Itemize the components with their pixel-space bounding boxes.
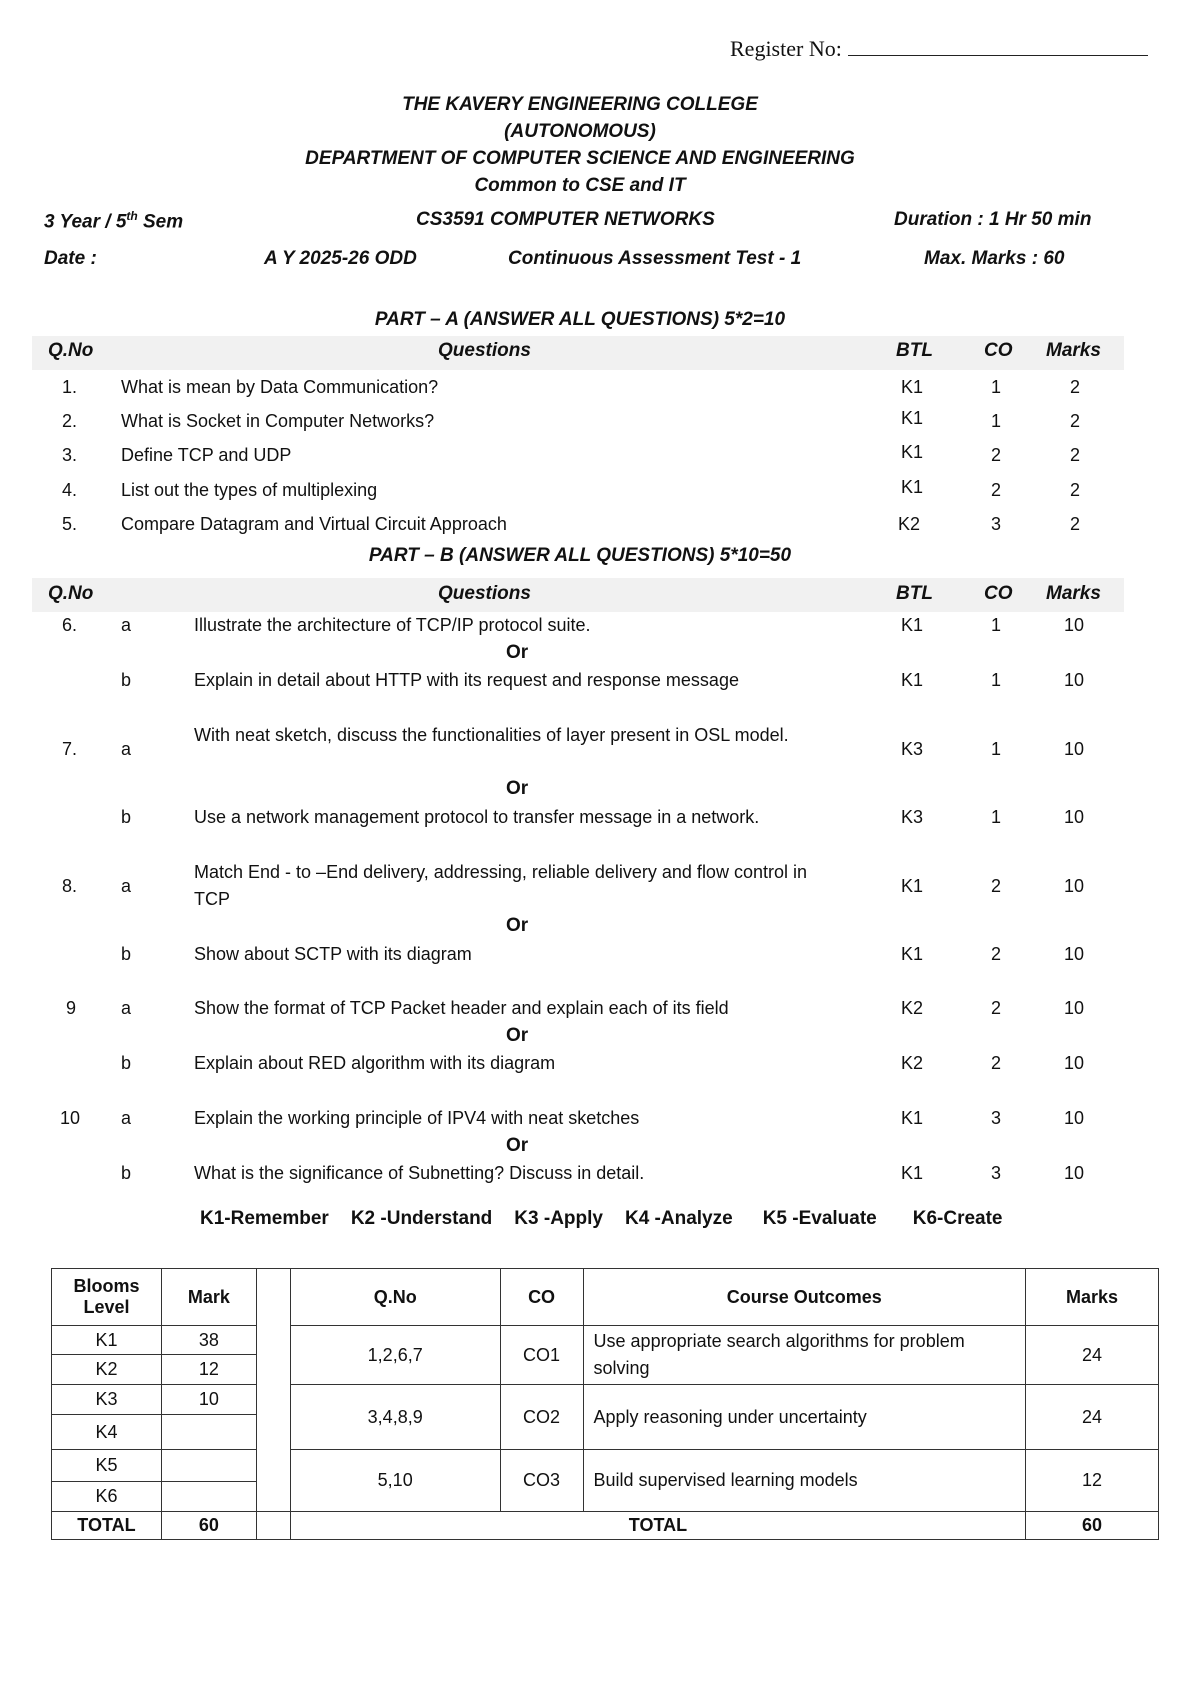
question-text: List out the types of multiplexing xyxy=(121,480,378,500)
blooms-mark xyxy=(161,1450,256,1482)
btl: K1 xyxy=(901,615,924,635)
or-separator: Or xyxy=(506,915,529,936)
co: 1 xyxy=(991,739,1002,759)
qno: 4. xyxy=(62,480,78,500)
part-a-header-marks: Marks xyxy=(1046,340,1101,361)
legend-item: K3 -Apply xyxy=(514,1208,603,1229)
question-text: Explain about RED algorithm with its diagram xyxy=(194,1053,556,1073)
legend-item: K2 -Understand xyxy=(350,1208,493,1229)
common-to: Common to CSE and IT xyxy=(474,175,686,196)
department-name: DEPARTMENT OF COMPUTER SCIENCE AND ENGINEERING xyxy=(305,148,855,169)
co: 2 xyxy=(991,876,1002,896)
or-separator: Or xyxy=(506,778,529,799)
blooms-mark: 12 xyxy=(161,1355,256,1385)
qno: 9 xyxy=(66,998,77,1018)
outcome-marks: 12 xyxy=(1026,1450,1159,1512)
outcome-co: CO2 xyxy=(500,1385,583,1450)
btl: K1 xyxy=(901,1163,924,1183)
btl: K1 xyxy=(901,876,924,896)
marks: 10 xyxy=(1064,807,1085,827)
question-text: Show about SCTP with its diagram xyxy=(194,944,472,964)
table-row xyxy=(52,1450,1159,1482)
question-text: Define TCP and UDP xyxy=(121,445,292,465)
blooms-total-label: TOTAL xyxy=(52,1512,162,1540)
co: 3 xyxy=(991,514,1002,534)
date-label: Date : xyxy=(44,248,97,269)
blooms-total: 60 xyxy=(161,1512,256,1540)
btl: K1 xyxy=(901,944,924,964)
marks: 10 xyxy=(1064,739,1085,759)
co: 3 xyxy=(991,1108,1002,1128)
qno-header: Q.No xyxy=(290,1269,500,1326)
part-a-header-qno: Q.No xyxy=(48,340,94,361)
blooms-level: K5 xyxy=(52,1450,162,1482)
part-b-title: PART – B (ANSWER ALL QUESTIONS) 5*10=50 xyxy=(368,545,792,566)
marks: 2 xyxy=(1070,411,1081,431)
qno: 10 xyxy=(60,1108,81,1128)
question-text: What is mean by Data Communication? xyxy=(121,377,439,397)
qno: 2. xyxy=(62,411,78,431)
question-text: What is the significance of Subnetting? Discuss in detail. xyxy=(194,1163,645,1183)
co: 2 xyxy=(991,998,1002,1018)
option-label: a xyxy=(121,1108,132,1128)
blooms-mark: 10 xyxy=(161,1385,256,1415)
outcome-qnos: 1,2,6,7 xyxy=(290,1326,500,1385)
option-label: b xyxy=(121,1053,132,1073)
btl: K2 xyxy=(898,514,921,534)
table-row xyxy=(52,1326,1159,1355)
blooms-level: K2 xyxy=(52,1355,162,1385)
marks: 10 xyxy=(1064,876,1085,896)
question-text: With neat sketch, discuss the functionalities of layer present in OSL model. xyxy=(194,725,789,745)
btl: K3 xyxy=(901,807,924,827)
blooms-legend xyxy=(200,1208,1025,1230)
btl: K2 xyxy=(901,998,924,1018)
max-marks: Max. Marks : 60 xyxy=(924,248,1065,269)
question-text: Use a network management protocol to transfer message in a network. xyxy=(194,807,760,827)
co: 1 xyxy=(991,807,1002,827)
mark-header: Mark xyxy=(161,1269,256,1326)
question-text: What is Socket in Computer Networks? xyxy=(121,411,435,431)
btl: K1 xyxy=(901,442,924,462)
course-outcomes-header: Course Outcomes xyxy=(583,1269,1026,1326)
or-separator: Or xyxy=(506,1025,529,1046)
outcome-total: 60 xyxy=(1026,1512,1159,1540)
marks: 10 xyxy=(1064,615,1085,635)
co: 2 xyxy=(991,480,1002,500)
co: 2 xyxy=(991,944,1002,964)
part-b-header-co: CO xyxy=(984,583,1013,604)
qno: 7. xyxy=(62,739,78,759)
outcome-desc: Use appropriate search algorithms for problem solving xyxy=(583,1326,1026,1385)
marks: 2 xyxy=(1070,514,1081,534)
academic-year: A Y 2025-26 ODD xyxy=(264,248,417,269)
qno: 5. xyxy=(62,514,78,534)
part-b-header-row xyxy=(32,578,1124,612)
part-a-title: PART – A (ANSWER ALL QUESTIONS) 5*2=10 xyxy=(374,309,786,330)
course-title: CS3591 COMPUTER NETWORKS xyxy=(416,209,715,230)
qno: 6. xyxy=(62,615,78,635)
outcome-marks: 24 xyxy=(1026,1385,1159,1450)
outcome-qnos: 5,10 xyxy=(290,1450,500,1512)
marks: 10 xyxy=(1064,944,1085,964)
marks: 10 xyxy=(1064,998,1085,1018)
blooms-mark: 38 xyxy=(161,1326,256,1355)
summary-header-row xyxy=(52,1269,1159,1326)
marks: 2 xyxy=(1070,377,1081,397)
co: 1 xyxy=(991,670,1002,690)
part-b-header-marks: Marks xyxy=(1046,583,1101,604)
question-text: Illustrate the architecture of TCP/IP protocol suite. xyxy=(194,615,591,635)
blooms-mark xyxy=(161,1482,256,1512)
marks: 10 xyxy=(1064,1163,1085,1183)
btl: K1 xyxy=(901,377,924,397)
marks-header: Marks xyxy=(1026,1269,1159,1326)
register-label: Register No: xyxy=(730,36,842,61)
blooms-level-header: Blooms Level xyxy=(52,1269,162,1326)
outcome-co: CO3 xyxy=(500,1450,583,1512)
blooms-level: K6 xyxy=(52,1482,162,1512)
qno: 8. xyxy=(62,876,78,896)
question-text: Compare Datagram and Virtual Circuit Approach xyxy=(121,514,507,534)
qno: 3. xyxy=(62,445,78,465)
legend-item: K1-Remember xyxy=(200,1208,329,1229)
outcome-desc: Build supervised learning models xyxy=(583,1450,1026,1512)
part-a-header-questions: Questions xyxy=(438,340,531,361)
co: 2 xyxy=(991,1053,1002,1073)
or-separator: Or xyxy=(506,642,529,663)
spacer-cell xyxy=(256,1512,290,1540)
marks: 2 xyxy=(1070,445,1081,465)
marks: 2 xyxy=(1070,480,1081,500)
option-label: a xyxy=(121,615,132,635)
outcome-total-label: TOTAL xyxy=(290,1512,1025,1540)
or-separator: Or xyxy=(506,1135,529,1156)
college-name: THE KAVERY ENGINEERING COLLEGE xyxy=(402,94,758,115)
marks: 10 xyxy=(1064,1108,1085,1128)
qno: 1. xyxy=(62,377,78,397)
co: 1 xyxy=(991,377,1002,397)
legend-item: K4 -Analyze xyxy=(624,1208,733,1229)
outcome-desc: Apply reasoning under uncertainty xyxy=(583,1385,1026,1450)
part-a-header-btl: BTL xyxy=(896,340,933,361)
marks: 10 xyxy=(1064,670,1085,690)
register-number xyxy=(730,36,1148,62)
blooms-level: K1 xyxy=(52,1326,162,1355)
co-header: CO xyxy=(500,1269,583,1326)
question-text: Explain the working principle of IPV4 with neat sketches xyxy=(194,1108,640,1128)
option-label: a xyxy=(121,739,132,759)
co: 3 xyxy=(991,1163,1002,1183)
question-text: Explain in detail about HTTP with its request and response message xyxy=(194,670,739,690)
option-label: b xyxy=(121,807,132,827)
part-a-header-co: CO xyxy=(984,340,1013,361)
btl: K1 xyxy=(901,477,924,497)
question-text: Show the format of TCP Packet header and explain each of its field xyxy=(194,998,729,1018)
summary-table xyxy=(51,1268,1159,1540)
outcome-marks: 24 xyxy=(1026,1326,1159,1385)
legend-item: K6-Create xyxy=(912,1208,1003,1229)
outcome-qnos: 3,4,8,9 xyxy=(290,1385,500,1450)
duration: Duration : 1 Hr 50 min xyxy=(894,209,1092,230)
test-name: Continuous Assessment Test - 1 xyxy=(508,248,802,269)
blooms-level: K4 xyxy=(52,1415,162,1450)
part-b-header-questions: Questions xyxy=(438,583,531,604)
option-label: b xyxy=(121,1163,132,1183)
table-row xyxy=(52,1385,1159,1415)
btl: K1 xyxy=(901,670,924,690)
btl: K1 xyxy=(901,408,924,428)
year-semester: 3 Year / 5th Sem xyxy=(44,209,184,233)
btl: K1 xyxy=(901,1108,924,1128)
autonomous-label: (AUTONOMOUS) xyxy=(504,121,656,142)
marks: 10 xyxy=(1064,1053,1085,1073)
co: 1 xyxy=(991,615,1002,635)
register-blank xyxy=(848,37,1148,56)
co: 1 xyxy=(991,411,1002,431)
question-text: Match End - to –End delivery, addressing, reliable delivery and flow control in TCP xyxy=(194,862,807,909)
blooms-mark xyxy=(161,1415,256,1450)
part-b-header-qno: Q.No xyxy=(48,583,94,604)
blooms-level: K3 xyxy=(52,1385,162,1415)
part-b-header-btl: BTL xyxy=(896,583,933,604)
total-row xyxy=(52,1512,1159,1540)
btl: K3 xyxy=(901,739,924,759)
option-label: b xyxy=(121,944,132,964)
option-label: b xyxy=(121,670,132,690)
outcome-co: CO1 xyxy=(500,1326,583,1385)
legend-item: K5 -Evaluate xyxy=(762,1208,877,1229)
option-label: a xyxy=(121,876,132,896)
btl: K2 xyxy=(901,1053,924,1073)
co: 2 xyxy=(991,445,1002,465)
option-label: a xyxy=(121,998,132,1018)
spacer-column xyxy=(256,1269,290,1512)
part-a-header-row xyxy=(32,336,1124,370)
